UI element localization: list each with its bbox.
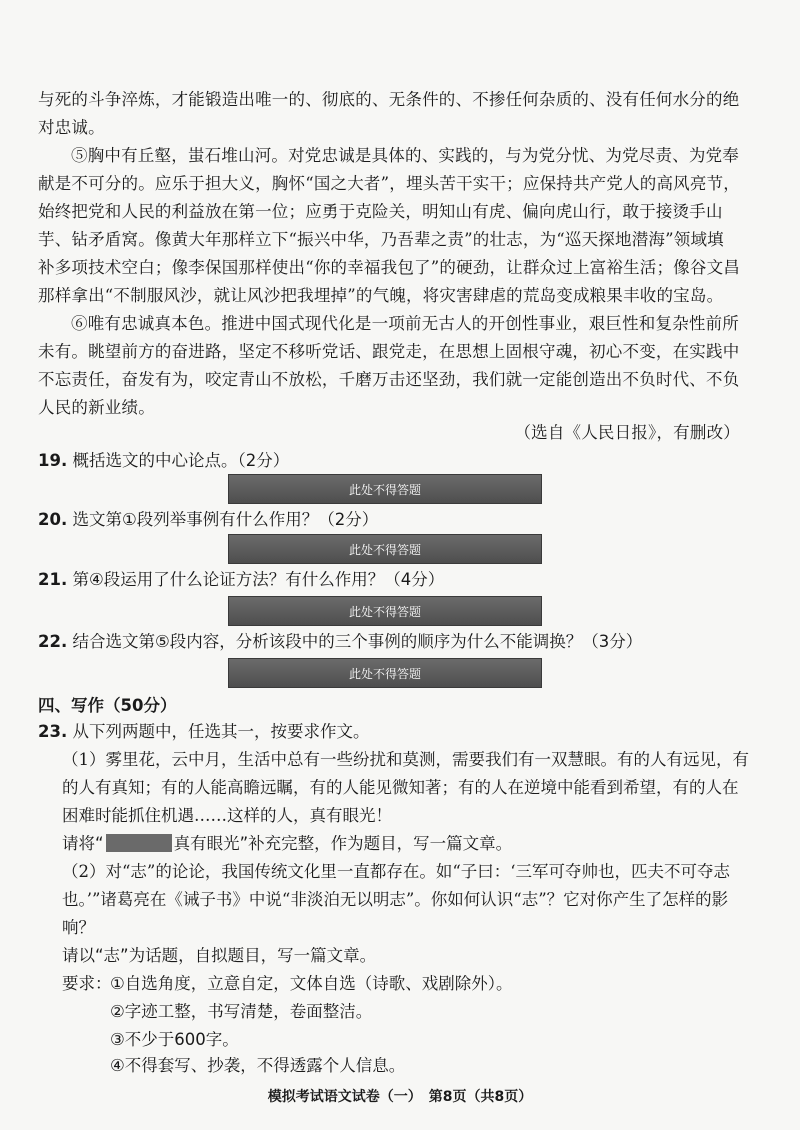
question-number: 21. <box>38 570 68 589</box>
requirement-1: ①自选角度，立意自定，文体自选（诗歌、戏剧除外）。 <box>110 974 513 993</box>
answer-bar-19: 此处不得答题 <box>228 474 542 504</box>
question-text: 从下列两题中，任选其一，按要求作文。 <box>72 722 370 741</box>
passage-paragraph-6: ⑥唯有忠诚真本色。推进中国式现代化是一项前无古人的开创性事业，艰巨性和复杂性前所未有。眺望前方的奋进路，坚定不移听党话、跟党走，在思想上固根守魂，初心不变，在实践中不忘责任，奋发有为，咬定青山不放松，千磨万击还坚劲，我们就一定能创造出不负时代、不负人民的新业绩。 <box>38 314 740 417</box>
answer-bar-22: 此处不得答题 <box>228 658 542 688</box>
passage-continuation: 与死的斗争淬炼，才能锻造出唯一的、彻底的、无条件的、不掺任何杂质的、没有任何水分的绝对忠诚。 <box>38 90 740 137</box>
question-23 <box>38 718 758 746</box>
question-21 <box>38 568 768 592</box>
writing-option-2-requirement: 请以“志”为话题，自拟题目，写一篇文章。 <box>62 946 377 965</box>
answer-bar-20: 此处不得答题 <box>228 534 542 564</box>
writing-option-1: （1）雾里花，云中月，生活中总有一些纷扰和莫测，需要我们有一双慧眼。有的人有远见，有的人有真知；有的人能高瞻远瞩，有的人能见微知著；有的人在逆境中能看到希望，有的人在困难时能抓住机遇……这样的人，真有眼光！ <box>62 750 749 825</box>
question-text: 第④段运用了什么论证方法？有什么作用？（4分） <box>72 570 445 589</box>
passage-paragraph-5: ⑤胸中有丘壑，蚩石堆山河。对党忠诚是具体的、实践的，与为党分忧、为党尽责、为党奉献是不可分的。应乐于担大义，胸怀“国之大者”，埋头苦干实干；应保持共产党人的高风亮节，始终把党和人民的利益放在第一位；应勇于克险关，明知山有虎、偏向虎山行，敢于接烫手山芋、钻矛盾窝。像黄大年那样立下“振兴中华，乃吾辈之责”的壮志，为“巡天探地潜海”领域填补多项技术空白；像李保国那样使出“你的幸福我包了”的硬劲，让群众过上富裕生活；像谷文昌那样拿出“不制服风沙，就让风沙把我埋掉”的气魄，将灾害肆虐的荒岛变成粮果丰收的宝岛。 <box>38 146 740 305</box>
requirement-2: ②字迹工整，书写清楚，卷面整洁。 <box>110 1002 373 1021</box>
question-number: 22. <box>38 632 68 651</box>
redacted-blank <box>106 834 172 852</box>
requirement-3: ③不少于600字。 <box>110 1030 239 1049</box>
question-19 <box>38 449 768 473</box>
question-20 <box>38 508 768 532</box>
question-number: 20. <box>38 510 68 529</box>
question-text: 选文第①段列举事例有什么作用？（2分） <box>72 510 379 529</box>
writing-option-2: （2）对“志”的论论，我国传统文化里一直都存在。如“子曰：‘三军可夺帅也，匹夫不可夺志也。’”诸葛亮在《诫子书》中说“非淡泊无以明志”。你如何认识“志”？它对你产生了怎样的影响？ <box>62 862 731 937</box>
requirement-4: ④不得套写、抄袭，不得透露个人信息。 <box>110 1056 406 1075</box>
question-number: 23. <box>38 722 68 741</box>
passage-source: （选自《人民日报》，有删改） <box>514 423 740 442</box>
requirement-text-start: 请将“ <box>62 834 104 853</box>
writing-option-1-requirement <box>62 830 782 858</box>
question-text: 结合选文第⑤段内容，分析该段中的三个事例的顺序为什么不能调换？（3分） <box>72 632 643 651</box>
question-22 <box>38 630 768 654</box>
question-text: 概括选文的中心论点。（2分） <box>72 451 290 470</box>
requirements-label: 要求： <box>62 974 112 993</box>
page-footer: 模拟考试语文试卷（一） 第8页（共8页） <box>267 1089 533 1105</box>
question-number: 19. <box>38 451 68 470</box>
answer-bar-21: 此处不得答题 <box>228 596 542 626</box>
requirement-text-end: 真有眼光”补充完整，作为题目，写一篇文章。 <box>173 834 513 853</box>
section-heading-writing: 四、写作（50分） <box>38 696 177 715</box>
